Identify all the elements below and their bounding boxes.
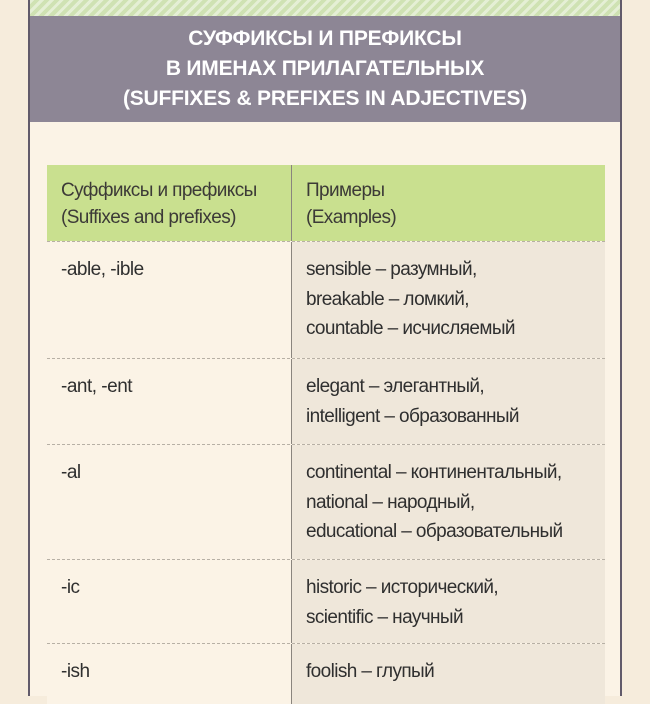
table-row	[47, 241, 605, 358]
table-row	[47, 444, 605, 559]
table-row	[47, 559, 605, 643]
column-header-suffixes-en: (Suffixes and prefixes)	[61, 207, 236, 228]
suffix-cell: -ish	[47, 644, 292, 704]
example-item: scientific – научный	[306, 606, 463, 628]
title-line-2: В ИМЕНАХ ПРИЛАГАТЕЛЬНЫХ	[165, 57, 485, 80]
example-item: elegant – элегантный,	[306, 376, 485, 397]
example-item: continental – континентальный,	[306, 462, 562, 483]
suffix-cell: -able, -ible	[47, 242, 292, 358]
table-row	[47, 358, 605, 444]
examples-cell	[292, 242, 605, 358]
example-item: educational – образовательный	[306, 521, 563, 542]
column-header-examples-ru: Примеры	[306, 180, 385, 201]
table-row	[47, 643, 605, 704]
column-header-examples	[292, 165, 605, 241]
title-line-3: (SUFFIXES & PREFIXES IN ADJECTIVES)	[122, 87, 528, 110]
table-header-row	[47, 165, 605, 241]
example-item: countable – исчисляемый	[306, 318, 515, 339]
column-header-suffixes-ru: Суффиксы и префиксы	[61, 180, 257, 201]
example-item: national – народный,	[306, 491, 475, 513]
examples-cell	[292, 359, 605, 444]
suffix-cell: -ic	[47, 560, 292, 643]
title-banner	[30, 16, 620, 122]
decorative-top-strip	[30, 0, 620, 16]
suffix-cell: -ant, -ent	[47, 359, 292, 444]
suffixes-table	[47, 165, 605, 704]
examples-cell	[292, 644, 605, 704]
column-header-examples-en: (Examples)	[306, 207, 397, 228]
example-item: historic – исторический,	[306, 577, 499, 598]
example-item: foolish – глупый	[306, 661, 435, 682]
infographic-card	[28, 0, 622, 696]
example-item: sensible – разумный,	[306, 259, 477, 280]
title-line-1: СУФФИКСЫ И ПРЕФИКСЫ	[188, 27, 462, 50]
column-header-suffixes	[47, 165, 292, 241]
example-item: breakable – ломкий,	[306, 288, 469, 310]
examples-cell	[292, 445, 605, 559]
suffix-cell: -al	[47, 445, 292, 559]
example-item: intelligent – образованный	[306, 405, 519, 427]
examples-cell	[292, 560, 605, 643]
